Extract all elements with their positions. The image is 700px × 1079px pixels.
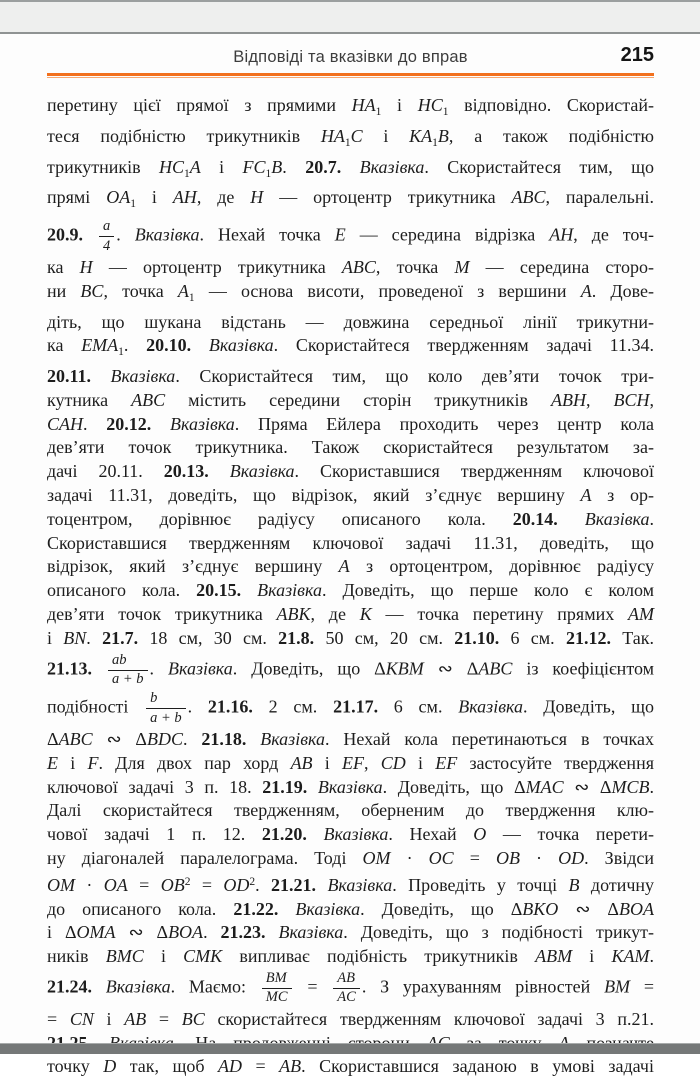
text-line: до описаного кола. 21.22. Вказівка. Доведіть, що ΔBKO ∾ ΔBOA <box>47 898 654 919</box>
header-rule-main <box>47 73 654 76</box>
text-line: CAH. 20.12. Вказівка. Пряма Ейлера проходить через центр кола <box>47 413 654 434</box>
text-line: ни BC, точка $A_1$ — основа висоти, проведеної з вершини A. Дове- <box>47 280 655 304</box>
text-line: OM · OA = $OB^2 = OD^2$. 21.21. Вказівка. Проведіть у точці B дотичну <box>47 874 655 895</box>
page-number: 215 <box>620 44 654 66</box>
text-line: дев’яти точок трикутника ABK, де K — точка перетину прямих AM <box>47 604 655 625</box>
text-line: перетину цієї прямої з прямими $HA_1$ і $HC_1$ відповідно. Скористай- <box>47 95 654 118</box>
text-line: ну діагоналей паралелограма. Тоді OM · OC = OB · OD. Звідси <box>47 848 654 869</box>
fraction: $\frac{b}{a + b}$ <box>144 689 188 728</box>
text-line: ка H — ортоцентр трикутника ABC, точка M — середина сторо- <box>47 256 654 277</box>
text-line: тоцентром, дорівнює радіусу описаного кола. 20.14. Вказівка. <box>47 508 655 529</box>
text-line: 20.9. $\frac{a}{4}$ . Вказівка. Нехай точка E — середина відрізка AH, де точ- <box>47 217 654 256</box>
top-band <box>0 0 700 34</box>
body-lines <box>47 94 654 1079</box>
text-line: ників BMC і CMK випливає подібність трикутників ABM і KAM. <box>47 946 654 967</box>
fraction: $\frac{AB}{AC}$ <box>331 969 362 1008</box>
fraction: $\frac{ab}{a + b}$ <box>106 651 150 690</box>
text-line: кутника ABC містить середини сторін трикутників ABH, BCH, <box>47 389 654 410</box>
text-line: і BN. 21.7. 18 см, 30 см. 21.8. 50 см, 20 см. 21.10. 6 см. 21.12. Так. <box>47 627 655 648</box>
text-line: задачі 11.31, доведіть, що відрізок, який з’єднує вершину A з ор- <box>47 485 654 506</box>
text-line: прямі $OA_1$ і AH, де H — ортоцентр трикутника ABC, паралельні. <box>47 187 654 211</box>
text-line: ка $EMA_1$. 20.10. Вказівка. Скористайтеся твердженням задачі 11.34. <box>47 335 655 359</box>
text-line: дев’яти точок трикутника. Також скористайтеся результатом за- <box>47 437 654 458</box>
text-line: і ΔOMA ∾ ΔBOA. 21.23. Вказівка. Доведіть, що з подібності трикут- <box>47 922 655 943</box>
text-line: відрізок, який з’єднує вершину A з ортоцентром, дорівнює радіусу <box>47 556 654 577</box>
text-line: Далі скористайтеся твердженням, оберненим до твердження клю- <box>47 800 654 821</box>
text-line: чової задачі 1 п. 12. 21.20. Вказівка. Нехай O — точка перети- <box>47 824 654 845</box>
text-line: 21.13. $\frac{ab}{a + b}$ . Вказівка. Доведіть, що ΔKBM ∾ ΔABC із коефіцієнтом <box>47 651 654 690</box>
text-line: ΔABC ∾ ΔBDC. 21.18. Вказівка. Нехай кола перетинаються в точках <box>47 729 654 750</box>
text-line: теся подібністю трикутників $HA_1C$ і $KA_1B$, а також подібністю <box>47 125 654 149</box>
text-line: точку D так, щоб AD = AB. Скориставшися заданою в умові задачі <box>47 1056 654 1077</box>
text-line: подібності $\frac{b}{a + b}$ . 21.16. 2 см. 21.17. 6 см. Вказівка. Доведіть, що <box>47 689 654 728</box>
fraction: $\frac{BM}{MC}$ <box>260 969 294 1008</box>
fraction: $\frac{a}{4}$ <box>97 217 116 256</box>
text-line: Скориставшися твердженням ключової задачі 11.31, доведіть, що <box>47 532 654 553</box>
text-line: діть, що шукана відстань — довжина середньої лінії трикутни- <box>47 311 654 332</box>
text-line: E і F. Для двох пар хорд AB і EF, CD і EF застосуйте твердження <box>47 752 654 773</box>
page-title: Відповіді та вказівки до вправ <box>233 48 468 66</box>
text-line: = CN і AB = BC скористайтеся твердженням ключової задачі 3 п.21. <box>47 1008 654 1029</box>
text-line: 20.11. Вказівка. Скористайтеся тим, що коло дев’яти точок три- <box>47 366 654 387</box>
text-line: 21.24. Вказівка. Маємо: $\frac{BM}{MC}$ = $\frac{AB}{AC}$ . З урахуванням рівностей BM = <box>47 969 654 1008</box>
header-rule-shadow <box>47 77 654 78</box>
text-line: трикутників $HC_1A$ і $FC_1B$. 20.7. Вказівка. Скористайтеся тим, що <box>47 156 655 180</box>
header-rule <box>47 73 654 78</box>
text-line: ключової задачі 3 п. 18. 21.19. Вказівка. Доведіть, що ΔMAC ∾ ΔMCB. <box>47 776 654 797</box>
page-header <box>47 46 654 72</box>
text-line: описаного кола. 20.15. Вказівка. Доведіть, що перше коло є колом <box>47 580 654 601</box>
bottom-bar <box>0 1043 700 1054</box>
text-line: дачі 20.11. 20.13. Вказівка. Скориставшися твердженням ключової <box>47 461 654 482</box>
